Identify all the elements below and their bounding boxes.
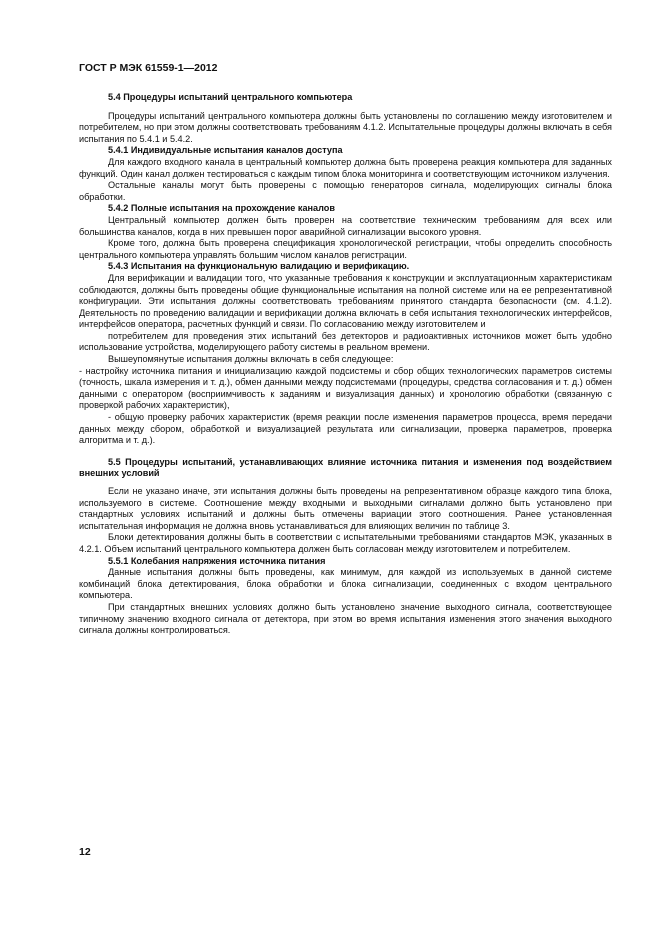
paragraph: Процедуры испытаний центрального компьютера должны быть установлены по соглашению между изготовителем и потребителем, но при этом должны соответствовать требованиям 4.1.2. Испытательные процедуры должны включать в себя испытания по 5.4.1 и 5.4.2.	[79, 110, 612, 144]
paragraph: Для верификации и валидации того, что указанные требования к конструкции и эксплуатационным характеристикам соблюдаются, должны быть проведены общие функциональные испытания на полной системе или на ее репрезентативной конфигурации. Эти испытания должны соответствовать требованиям принятого стандарта безопасности (см. 4.1.2). Деятельность по проведению валидации и верификации должна включать в себя испытания технологических интерфейсов, интерфейсов оператора, расчетных функций и связи. По согласованию между изготовителем и	[79, 272, 612, 330]
document-body	[79, 92, 612, 637]
document-page	[79, 62, 612, 636]
paragraph: Вышеупомянутые испытания должны включать в себя следующее:	[108, 354, 394, 365]
paragraph: При стандартных внешних условиях должно быть установлено значение выходного сигнала, соответствующее типичному значению входного сигнала от детектора, при этом во время испытания изменения этого значения выходного сигнала должны контролироваться.	[79, 601, 612, 636]
paragraph: потребителем для проведения этих испытаний без детекторов и радиоактивных источников может быть удобно использование устройства, моделирующего работу системы в реальном времени.	[79, 330, 612, 353]
section-5-4-2-heading: 5.4.2 Полные испытания на прохождение каналов	[108, 203, 335, 214]
paragraph: Для каждого входного канала в центральный компьютер должна быть проверена реакция компьютера для заданных функций. Один канал должен тестироваться с каждым типом блока мониторинга и соответствующим источником излучения.	[79, 156, 612, 179]
section-5-4-3-heading: 5.4.3 Испытания на функциональную валидацию и верификацию.	[108, 261, 410, 272]
section-5-4-heading: 5.4 Процедуры испытаний центрального компьютера	[108, 92, 353, 102]
list-item: - общую проверку рабочих характеристик (время реакции после изменения параметров процесса, время передачи данных между сбором, обработкой и визуализацией результата или сигнализации, проверка параметров, проверка алгоритма и т. д.).	[79, 412, 612, 446]
section-5-5-1-heading: 5.5.1 Колебания напряжения источника питания	[108, 555, 326, 566]
paragraph: Данные испытания должны быть проведены, как минимум, для каждой из используемых в данной системе комбинаций блока детектирования, блока обработки и блока сигнализации, соединенных с входом центрального компьютера.	[79, 567, 612, 601]
page-number: 12	[79, 846, 91, 858]
standard-designation: ГОСТ Р МЭК 61559-1—2012	[79, 62, 218, 74]
section-5-4-1-heading: 5.4.1 Индивидуальные испытания каналов доступа	[108, 145, 343, 156]
paragraph: Блоки детектирования должны быть в соответствии с испытательными требованиями стандартов МЭК, указанных в 4.2.1. Объем испытаний центрального компьютера должен быть согласован между изготовителем и потребителем.	[79, 532, 612, 554]
paragraph: Центральный компьютер должен быть проверен на соответствие техническим требованиям для всех или большинства каналов, когда в них превышен порог аварийной сигнализации высокого уровня.	[79, 214, 612, 237]
paragraph: Если не указано иначе, эти испытания должны быть проведены на репрезентативном образце каждого типа блока, используемого в системе. Соотношение между входными и выходными сигналами должно быть установлено при стандартных условиях испытаний и должны быть отмечены вариации этого соотношения. Ранее установленная испытательная информация не должна вновь устанавливаться для влияющих величин по таблице 3.	[79, 486, 612, 531]
paragraph: Остальные каналы могут быть проверены с помощью генераторов сигнала, моделирующих сигналы блока обработки.	[79, 180, 612, 202]
section-5-5-heading: 5.5 Процедуры испытаний, устанавливающих влияние источника питания и изменения под воздействием внешних условий	[79, 456, 612, 479]
list-item: - настройку источника питания и инициализацию каждой подсистемы и сбор общих технологических параметров системы (точность, шкала измерения и т. д.), обмен данными между подсистемами (процедуры, средства согласования и т. д.) обмен данными с оператором (восприимчивость к заданиям и визуализация данных) и хронологию обработки (связанную с проверкой рабочих характеристик),	[79, 365, 612, 411]
paragraph: Кроме того, должна быть проверена спецификация хронологической регистрации, чтобы определить способность центрального компьютера управлять большим числом каналов регистрации.	[79, 238, 612, 260]
